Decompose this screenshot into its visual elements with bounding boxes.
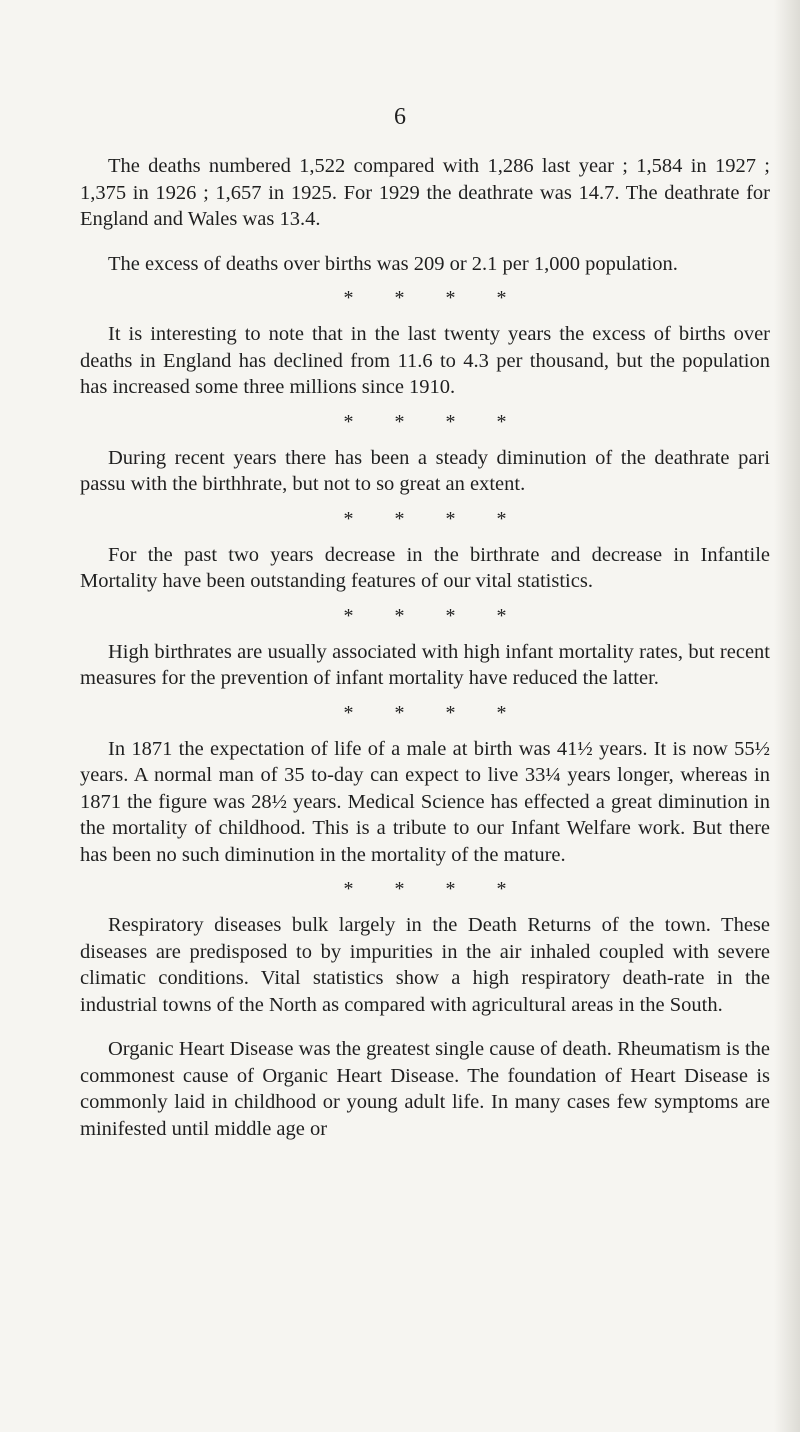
paragraph-high-birthrates: High birthrates are usually associated with high infant mortality rates, but recent measures for the prevention of infant mortality have reduced the latter.	[80, 640, 770, 689]
paragraph-excess-deaths: The excess of deaths over births was 209 or 2.1 per 1,000 population.	[108, 252, 678, 275]
section-separator: * * * *	[343, 410, 525, 433]
paragraph-steady-diminution: During recent years there has been a steady diminution of the deathrate pari passu with the birthhrate, but not to so great an extent.	[80, 446, 770, 495]
paragraph-expectation-of-life: In 1871 the expectation of life of a male at birth was 41½ years. It is now 55½ years. A normal man of 35 to-day can expect to live 33¼ years longer, whereas in 1871 the figure was 28½ years. Medical Science has effected a great diminution in the mortality of childhood. This is a tribute to our Infant Welfare work. But there has been no such diminution in the mortality of the mature.	[80, 737, 770, 866]
section-separator: * * * *	[343, 701, 525, 724]
page-edge-shadow	[774, 0, 800, 1432]
page-number: 6	[394, 104, 406, 130]
document-body	[80, 153, 770, 1142]
paragraph-respiratory-diseases: Respiratory diseases bulk largely in the Death Returns of the town. These diseases are predisposed to by impurities in the air inhaled coupled with severe climatic conditions. Vital statistics show a high respiratory death-rate in the industrial towns of the North as compared with agricultural areas in the South.	[80, 914, 770, 1016]
paragraph-past-two-years: For the past two years decrease in the birthrate and decrease in Infantile Mortality have been outstanding features of our vital statistics.	[80, 543, 770, 592]
section-separator: * * * *	[343, 878, 525, 900]
paragraph-twenty-years: It is interesting to note that in the last twenty years the excess of births over deaths in England has declined from 11.6 to 4.3 per thousand, but the population has increased some three millions since 1910.	[80, 323, 770, 398]
paragraph-deaths-numbered: The deaths numbered 1,522 compared with 1,286 last year ; 1,584 in 1927 ; 1,375 in 1926 ; 1,657 in 1925. For 1929 the deathrate was 14.7. The deathrate for England and Wales was 13.4.	[80, 155, 770, 230]
section-separator: * * * *	[343, 507, 525, 530]
paragraph-organic-heart-disease: Organic Heart Disease was the greatest single cause of death. Rheumatism is the commonest cause of Organic Heart Disease. The foundation of Heart Disease is commonly laid in childhood or young adult life. In many cases few symptoms are minifested until middle age or	[80, 1038, 770, 1140]
section-separator: * * * *	[343, 604, 525, 627]
section-separator: * * * *	[343, 287, 525, 309]
